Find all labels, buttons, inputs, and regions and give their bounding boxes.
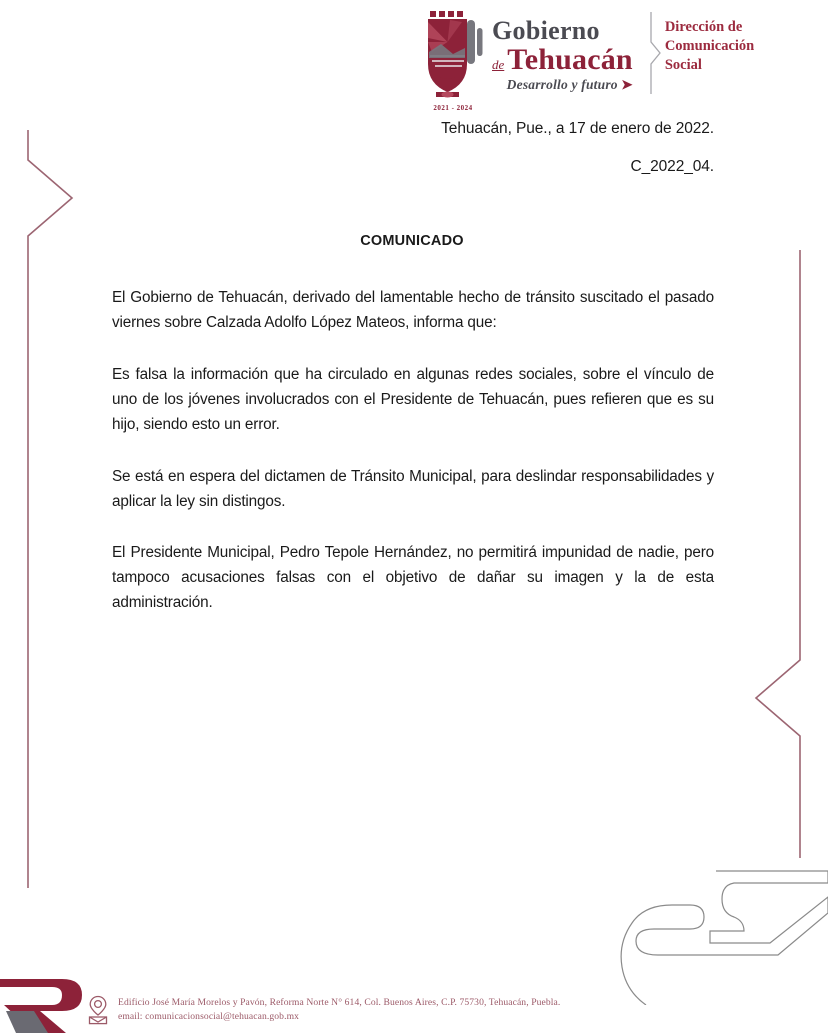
paragraph: El Gobierno de Tehuacán, derivado del lamentable hecho de tránsito suscitado el pasado viernes sobre Calzada Adolfo López Mateos, informa que: — [112, 289, 714, 331]
emblem-years-label: 2021 - 2024 — [433, 104, 473, 112]
footer-address: Edificio José María Morelos y Pavón, Reforma Norte N° 614, Col. Buenos Aires, C.P. 75730, Tehuacán, Puebla. — [118, 997, 561, 1009]
header-divider-line — [647, 12, 663, 94]
wordmark-tagline — [492, 77, 633, 93]
department-line-2: Comunicación — [664, 38, 755, 55]
wordmark-de: de — [492, 57, 505, 72]
paragraph: Se está en espera del dictamen de Tránsito Municipal, para deslindar responsabilidades y aplicar la ley sin distingos. — [112, 467, 714, 510]
decorative-watermark-graphic — [598, 855, 828, 1005]
footer-contact-block — [86, 995, 560, 1025]
document-body — [112, 286, 714, 616]
footer-brandmark-icon — [0, 971, 96, 1033]
emblem-icon — [420, 8, 486, 104]
right-edge-decoration — [748, 250, 828, 860]
footer-text — [118, 996, 560, 1024]
government-wordmark — [486, 8, 633, 93]
department-title — [665, 8, 754, 75]
wordmark-tagline-text: Desarrollo y futuro — [506, 77, 618, 92]
paragraph: El Presidente Municipal, Pedro Tepole Hernández, no permitirá impunidad de nadie, pero tampoco acusaciones falsas con el objetivo de dañar su imagen y la de esta administración. — [112, 544, 714, 612]
department-line-3: Social — [664, 57, 702, 74]
wordmark-tehuacan: Tehuacán — [507, 43, 633, 76]
tehuacan-coat-of-arms-emblem — [420, 8, 486, 112]
dateline: Tehuacán, Pue., a 17 de enero de 2022. — [441, 120, 714, 137]
map-pin-icon — [90, 997, 106, 1016]
paragraph: Es falsa la información que ha circulado en algunas redes sociales, sobre el vínculo de uno de los jóvenes involucrados con el Presidente de Tehuacán, pues refieren que es su hijo, siendo esto un error. — [112, 365, 714, 433]
reference-code: C_2022_04. — [630, 158, 714, 175]
left-edge-decoration — [0, 130, 90, 890]
location-pin-and-envelope-icons — [86, 995, 110, 1025]
arrow-right-icon: ➤ — [617, 77, 633, 92]
document-header — [420, 8, 820, 116]
footer-email[interactable]: email: comunicacionsocial@tehuacan.gob.mx — [118, 1011, 300, 1022]
wordmark-gobierno: Gobierno — [492, 16, 600, 45]
department-line-1: Dirección de — [664, 19, 743, 35]
page-title: COMUNICADO — [360, 233, 464, 249]
